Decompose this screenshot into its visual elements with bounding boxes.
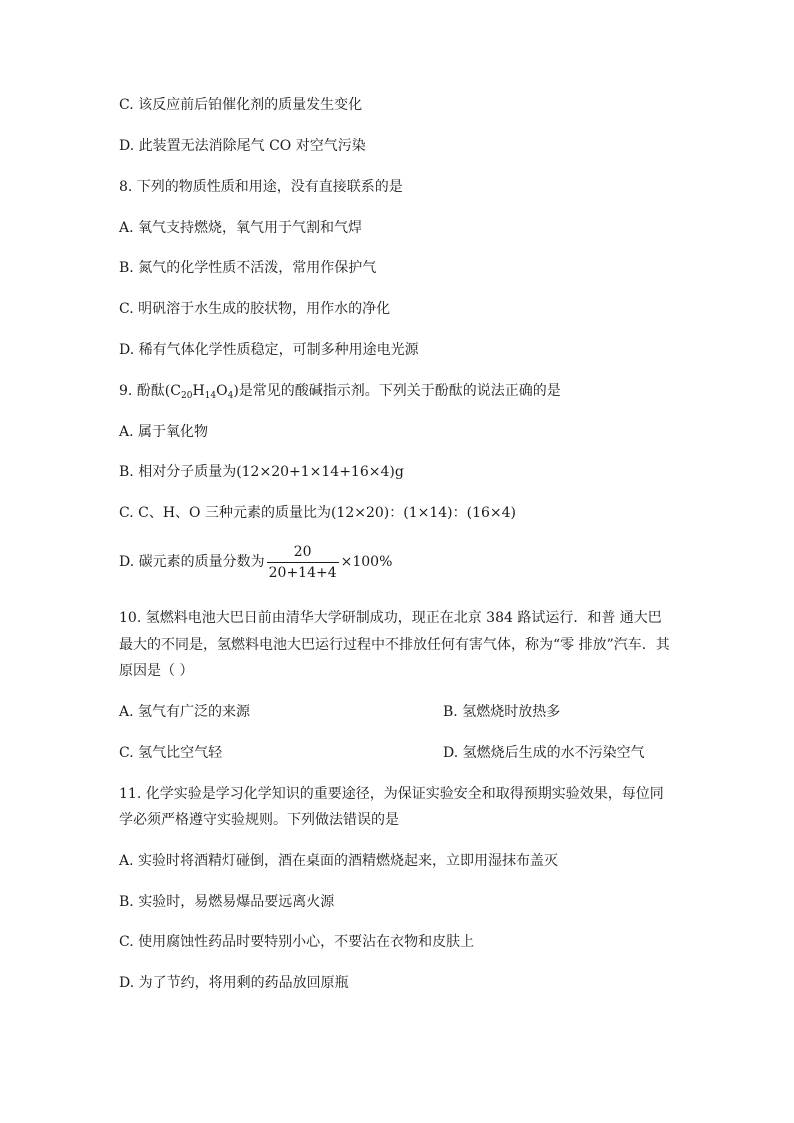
q10-line-1: 10. 氢燃料电池大巴日前由清华大学研制成功，现正在北京 384 路试运行．和普 通大巴 <box>119 610 662 626</box>
q9-stem-pre: 9. 酚酞(C <box>119 383 181 399</box>
q10-option-a: A. 氢气有广泛的来源 <box>119 704 251 720</box>
q10-option-b: B. 氢燃烧时放热多 <box>443 704 561 720</box>
q10-line-3: 原因是（ ） <box>119 663 194 679</box>
q9-option-a: A. 属于氧化物 <box>119 424 209 440</box>
q9-option-d <box>119 542 392 582</box>
q11-option-d: D. 为了节约，将用剩的药品放回原瓶 <box>119 975 349 991</box>
q9-stem-h: H <box>192 383 205 399</box>
q9-fraction <box>267 544 339 581</box>
q11-line-2: 学必须严格遵守实验规则。下列做法错误的是 <box>119 812 399 828</box>
q7-option-c: C. 该反应前后铂催化剂的质量发生变化 <box>119 97 363 113</box>
q9-option-d-pre: D. 碳元素的质量分数为 <box>119 554 265 570</box>
q9-fraction-denominator: 20+14+4 <box>268 564 337 581</box>
q8-option-d: D. 稀有气体化学性质稳定，可制多种用途电光源 <box>119 342 419 358</box>
q9-option-d-post: ×100% <box>340 554 393 570</box>
q9-option-c: C. C、H、O 三种元素的质量比为(12×20)：(1×14)：(16×4) <box>119 505 516 521</box>
q8-stem: 8. 下列的物质性质和用途，没有直接联系的是 <box>119 179 403 195</box>
q10-option-c: C. 氢气比空气轻 <box>119 745 223 761</box>
q9-stem-o: O <box>216 383 228 399</box>
q11-option-c: C. 使用腐蚀性药品时要特别小心，不要沾在衣物和皮肤上 <box>119 934 475 950</box>
q8-option-a: A. 氧气支持燃烧，氧气用于气割和气焊 <box>119 220 363 236</box>
q9-sub-o: 4 <box>227 391 234 401</box>
q11-option-a: A. 实验时将酒精灯碰倒，酒在桌面的酒精燃烧起来，立即用湿抹布盖灭 <box>119 853 559 869</box>
q7-option-d: D. 此装置无法消除尾气 CO 对空气污染 <box>119 138 366 154</box>
q10-line-2: 最大的不同是，氢燃料电池大巴运行过程中不排放任何有害气体，称为“零 排放”汽车．其 <box>119 637 670 653</box>
q11-line-1: 11. 化学实验是学习化学知识的重要途径，为保证实验安全和取得预期实验效果，每位同 <box>119 786 664 802</box>
q9-option-b: B. 相对分子质量为(12×20+1×14+16×4)g <box>119 464 404 480</box>
q10-option-d: D. 氢燃烧后生成的水不污染空气 <box>443 745 645 761</box>
q8-option-c: C. 明矾溶于水生成的胶状物，用作水的净化 <box>119 301 391 317</box>
q9-stem-post: )是常见的酸碱指示剂。下列关于酚酞的说法正确的是 <box>233 383 561 399</box>
q8-option-b: B. 氮气的化学性质不活泼，常用作保护气 <box>119 260 377 276</box>
q11-option-b: B. 实验时，易燃易爆品要远离火源 <box>119 894 335 910</box>
q9-stem <box>119 381 561 401</box>
q9-sub-h: 14 <box>204 391 217 401</box>
q9-fraction-numerator: 20 <box>293 543 312 560</box>
q9-sub-c: 20 <box>180 391 193 401</box>
